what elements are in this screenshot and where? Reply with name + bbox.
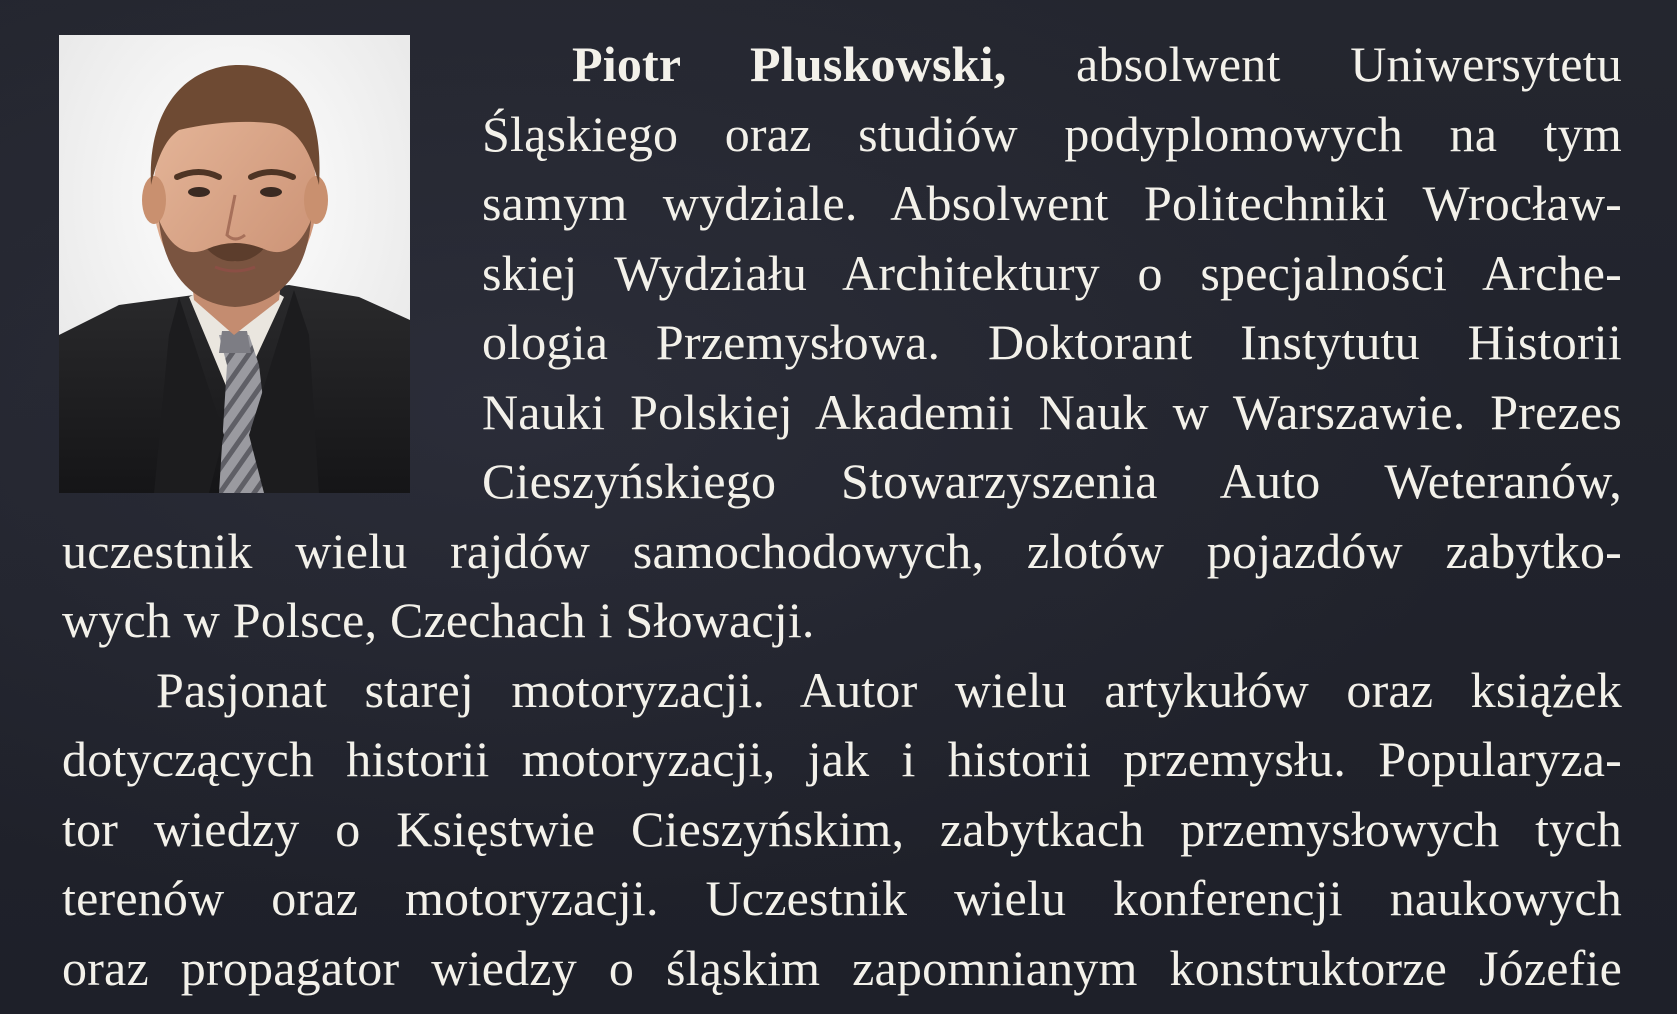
bio-line: skiej Wydziału Architektury o specjalności Arche- (482, 244, 1622, 301)
bio-line: wych w Polsce, Czechach i Słowacji. (62, 592, 815, 648)
bio-line: oraz propagator wiedzy o śląskim zapomnianym konstruktorze Józefie (62, 939, 1622, 996)
bio-line: Nauki Polskiej Akademii Nauk w Warszawie. Prezes (482, 383, 1622, 440)
bio-line: Cieszyńskiego Stowarzyszenia Auto Weteranów, (482, 453, 1622, 509)
bio-line: dotyczących historii motoryzacji, jak i historii przemysłu. Popularyza- (62, 731, 1622, 787)
author-bio (62, 30, 1622, 1003)
bio-line: Pasjonat starej motoryzacji. Autor wielu artykułów oraz książek (156, 661, 1622, 718)
bio-line: tor wiedzy o Księstwie Cieszyńskim, zabytkach przemysłowych tych (62, 800, 1622, 857)
author-name: Piotr Pluskowski, (572, 36, 1007, 92)
bio-line-text: absolwent Uniwersytetu (1006, 36, 1622, 92)
bio-line: samym wydziale. Absolwent Politechniki Wrocław- (482, 175, 1622, 231)
bio-line: terenów oraz motoryzacji. Uczestnik wielu konferencji naukowych (62, 870, 1622, 926)
bio-line (482, 30, 1622, 100)
bio-line: Śląskiego oraz studiów podyplomowych na tym (482, 105, 1622, 162)
bio-line: ologia Przemysłowa. Doktorant Instytutu Historii (482, 314, 1622, 370)
bio-line: uczestnik wielu rajdów samochodowych, zlotów pojazdów zabytko- (62, 522, 1622, 579)
